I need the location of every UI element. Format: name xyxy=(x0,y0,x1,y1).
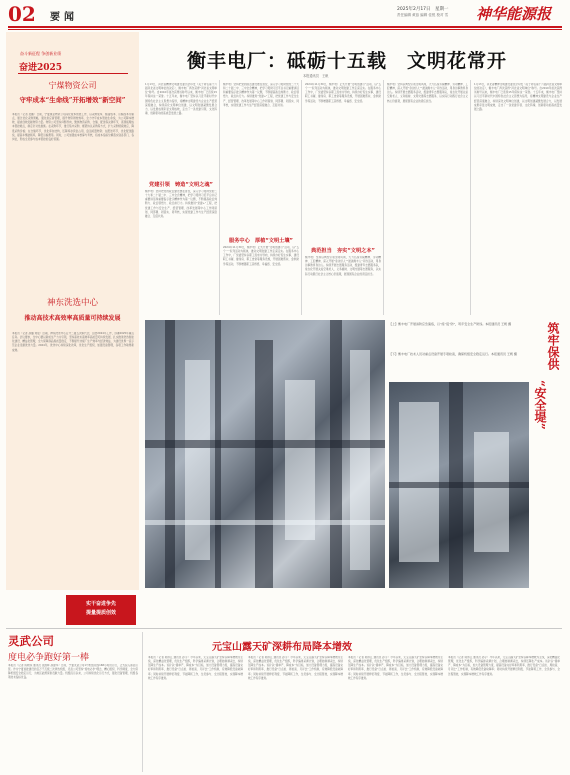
bottom-right-col4: 本报讯（记者 郭伟江 通讯员 孙宇）今年以来，元宝山露天矿坚持以降本增效为主线，深化精益化管理，优化生产组织，科学编排采剥计划，合理控制剥采比，持续压降生产成本。该矿以“提单产、降成本”为目标，加大设备管理力度，提高设备完好率和利用率，推行设备“日点检、周检查、月评比”工作机制，有效降低设备故障率；同时持续开展修旧利废、节能降耗工作，全员参与、全过程管控，实现降本增效工作有序推进。 xyxy=(448,656,560,676)
issue-date: 2025年2月17日 星期一 xyxy=(397,7,449,12)
sidebar-badge: 奋进2025 xyxy=(19,63,63,73)
sidebar-article2-title: 神东洗选中心 xyxy=(46,298,98,308)
main-subhead-2: 服务中心 厚植“文明土壤” xyxy=(229,238,293,244)
secondary-photo-equipment xyxy=(389,382,529,588)
main-body-col3b: 衡丰电厂坚持以典型引领文明风尚，大力弘扬劳模精神、劳动精神、工匠精神，深入开展“身边好人”“最美衡丰人”评选活动，用身边事教育身边人。持续开展志愿服务活动，组建青年志愿服务队，常态化开展关爱空巢老人、义务植树、文明交通等志愿服务，以实际行动践行社会主义核心价值观，展现国有企业的责任担当。 xyxy=(305,256,381,276)
banner-line1: 实干奋进争先 xyxy=(85,601,116,607)
column-rule xyxy=(142,632,143,772)
column-rule xyxy=(383,80,384,315)
paper-masthead: 神华能源报 xyxy=(476,5,552,23)
sidebar-tag: 奋斗新征程 争创新业绩 xyxy=(20,51,62,56)
photo-caption-2: 【下】衡丰电厂技术人员对重点设备开展专项检查，确保机组安全稳定运行。本报通讯员 王帆 摄 xyxy=(389,352,517,356)
banner-line2: 提量提质创效 xyxy=(85,610,116,616)
bottom-right-col3: 本报讯（记者 郭伟江 通讯员 孙宇）今年以来，元宝山露天矿坚持以降本增效为主线，深化精益化管理，优化生产组织，科学编排采剥计划，合理控制剥采比，持续压降生产成本。该矿以“提单产、降成本”为目标，加大设备管理力度，提高设备完好率和利用率，推行设备“日点检、周检查、月评比”工作机制，有效降低设备故障率；同时持续开展修旧利废、节能降耗工作，全员参与、全过程管控，实现降本增效工作有序推进。 xyxy=(348,656,443,680)
sidebar-article2-body: 本报讯（记者 孙璐 刘瑶）近期，神东洗选中心召开二届五次职代会，总结2024年工作，部署2025年重点任务。会议要求，全中心要以新质生产力为引领，坚持高技术高效率高质量可持续发展，扎实推进洗选智能化建设、精益化管理，全力保障商品煤质量稳定，不断提升选煤厂生产效率与经济效益，为建设世界一流示范企业贡献洗选力量。2024年，洗选中心持续深化改革，优化生产组织，加强设备管理，各项工作取得新成效。 xyxy=(12,332,134,352)
badge-underline xyxy=(18,73,128,74)
section-rule xyxy=(6,628,562,629)
page-number: 02 xyxy=(8,2,36,26)
main-body-col1b: 衡丰电厂坚持把党的政治建设摆在首位，深入学习贯彻党的二十大和二十届二中、三中全会精神，把学习贯彻习近平总书记重要讲话和重要指示批示精神作为第一议题，不断提高政治判断力、政治领悟力、政治执行力。持续推进“党建+”工程，把党建工作与安全生产、经营管理、改革发展等中心工作同谋划、同部署、同落实、同考核，实现党建工作与生产经营深度融合、互促共进。 xyxy=(145,190,217,218)
bottom-left-title: 灵武公司 xyxy=(8,634,54,648)
sidebar-article1-kicker: 宁煤物资公司 xyxy=(48,81,97,90)
bottom-right-title: 元宝山露天矿深耕布局降本增效 xyxy=(212,642,352,653)
main-body-col1: 1月13日，河北省精神文明建设委员会印发《关于命名第十六届河北省文明单位的决定》，衡丰电厂再次获得“河北省文明单位”称号。自2010年首次获得该称号以来，衡丰电厂已连续15年保持这一荣誉。十五年来，衡丰电厂坚持以习近平新时代中国特色社会主义思想为指导，将精神文明建设与企业生产经营深度融合，持续深化文明单位创建，以文明创建凝聚发展合力，以发展成果彰显文明成效，走出了一条党建引领、文化铸魂、创新驱动的高质量发展之路。 xyxy=(145,83,217,116)
main-subhead-3: 典范担当 夯实“文明之本” xyxy=(311,248,375,254)
section-label: 要闻 xyxy=(50,12,78,23)
sidebar-article1-title: 守牢成本“生命线”开拓增效“新空间” xyxy=(19,96,126,104)
header-rule-thin xyxy=(8,29,562,30)
column-rule xyxy=(301,80,302,315)
column-rule xyxy=(470,80,471,315)
column-rule xyxy=(219,80,220,315)
main-photo-power-plant xyxy=(145,320,385,588)
main-byline: 本报通讯员 王帆 xyxy=(303,74,329,78)
sidebar-article1-body: 本报讯（记者 吴鹏）日前，宁夏煤业物资公司深化成本管控工作，以采购成本、储备成本、运输成本为重点，通过优化采购策略，强化供应商管理，提升物资周转效率，全力守牢成本管控生命线，为公司降本增效、提质创效贡献物资力量。物资公司坚持问题导向，聚焦物资采购、仓储、配送等关键环节，逐项梳理成本管控难点，制定针对性措施。在采购环节，推行集中采购、框架协议采购等方式，扩大采购规模效应，降低采购价格；在仓储环节，优化库存结构，压降库存资金占用，盘活闲置物资；在配送环节，优化配送路线，提高车辆装载率，降低运输费用。同时，公司加强成本核算与考核，将成本指标分解落实到各部门、各岗位，形成全员参与成本管控的良好氛围。 xyxy=(12,113,134,141)
vertical-title-2: “安全堤” xyxy=(533,380,547,430)
bottom-left-body: 本报讯（记者 陈晓东 通讯员 张国辉 孙建华）日前，宁夏灵武公司1号机组完成168小时试运行，正式投入商业运营。作为宁夏首批建设的百万千瓦级二次再热机组，灵武公司坚持“度电必争”理念，精心组织、科学调度，全力保障机组安全稳定运行，为地区能源保供贡献力量。机组投运以来，公司持续优化运行方式，强化设备管理，机组各项技术指标优良。 xyxy=(8,664,138,680)
photo-caption-1: 【上】衡丰电厂开展消防应急演练，以“练”促“防”，筑牢安全生产防线。本报通讯员 王帆 摄 xyxy=(389,322,512,326)
header-rule xyxy=(8,26,562,28)
bottom-left-subtitle: 度电必争跑好第一棒 xyxy=(8,653,90,663)
vertical-title-1: 筑牢保供 xyxy=(546,322,560,370)
editor-credits: 责任编辑 黄蕊 编辑 佳悦 校对 雪 xyxy=(397,13,449,17)
bottom-right-col2: 本报讯（记者 郭伟江 通讯员 孙宇）今年以来，元宝山露天矿坚持以降本增效为主线，深化精益化管理，优化生产组织，科学编排采剥计划，合理控制剥采比，持续压降生产成本。该矿以“提单产、降成本”为目标，加大设备管理力度，提高设备完好率和利用率，推行设备“日点检、周检查、月评比”工作机制，有效降低设备故障率；同时持续开展修旧利废、节能降耗工作，全员参与、全过程管控，实现降本增效工作有序推进。 xyxy=(248,656,343,680)
campaign-banner xyxy=(66,595,136,625)
main-headline: 衡丰电厂：砥砺十五载 文明花常开 xyxy=(186,50,507,72)
main-body-col5: 1月13日，河北省精神文明建设委员会印发《关于命名第十六届河北省文明单位的决定》，衡丰电厂再次获得“河北省文明单位”称号。自2010年首次获得该称号以来，衡丰电厂已连续15年保持这一荣誉。十五年来，衡丰电厂坚持以习近平新时代中国特色社会主义思想为指导，将精神文明建设与企业生产经营深度融合，持续深化文明单位创建，以文明创建凝聚发展合力，以发展成果彰显文明成效，走出了一条党建引领、文化铸魂、创新驱动的高质量发展之路。 xyxy=(474,83,562,111)
main-body-col4: 衡丰电厂坚持以典型引领文明风尚，大力弘扬劳模精神、劳动精神、工匠精神，深入开展“身边好人”“最美衡丰人”评选活动，用身边事教育身边人。持续开展志愿服务活动，组建青年志愿服务队，常态化开展关爱空巢老人、义务植树、文明交通等志愿服务，以实际行动践行社会主义核心价值观，展现国有企业的责任担当。 xyxy=(387,83,468,103)
bottom-right-col1: 本报讯（记者 郭伟江 通讯员 孙宇）今年以来，元宝山露天矿坚持以降本增效为主线，深化精益化管理，优化生产组织，科学编排采剥计划，合理控制剥采比，持续压降生产成本。该矿以“提单产、降成本”为目标，加大设备管理力度，提高设备完好率和利用率，推行设备“日点检、周检查、月评比”工作机制，有效降低设备故障率；同时持续开展修旧利废、节能降耗工作，全员参与、全过程管控，实现降本增效工作有序推进。 xyxy=(148,656,243,680)
main-subhead-1: 党建引领 铸造“文明之魂” xyxy=(149,182,213,188)
main-body-col2b: 2024年11月30日，衡丰电厂正式开展“文明创建月”活动，以“五个一”系列活动为载体，推动文明创建工作走深走实。在服务中心工作中，厂党委坚持以职工需求为导向，持续办好民生实事，建设职工书屋、健身房、职工食堂等服务设施，开展困难帮扶、金秋助学等活动，不断增强职工获得感、幸福感、安全感。 xyxy=(223,246,299,266)
sidebar-article2-subtitle: 推动高技术高效率高质量可持续发展 xyxy=(24,315,121,322)
main-body-col2: 衡丰电厂坚持把党的政治建设摆在首位，深入学习贯彻党的二十大和二十届二中、三中全会精神，把学习贯彻习近平总书记重要讲话和重要指示批示精神作为第一议题，不断提高政治判断力、政治领悟力、政治执行力。持续推进“党建+”工程，把党建工作与安全生产、经营管理、改革发展等中心工作同谋划、同部署、同落实、同考核，实现党建工作与生产经营深度融合、互促共进。 xyxy=(223,83,299,107)
main-body-col3: 2024年11月30日，衡丰电厂正式开展“文明创建月”活动，以“五个一”系列活动为载体，推动文明创建工作走深走实。在服务中心工作中，厂党委坚持以职工需求为导向，持续办好民生实事，建设职工书屋、健身房、职工食堂等服务设施，开展困难帮扶、金秋助学等活动，不断增强职工获得感、幸福感、安全感。 xyxy=(305,83,381,103)
